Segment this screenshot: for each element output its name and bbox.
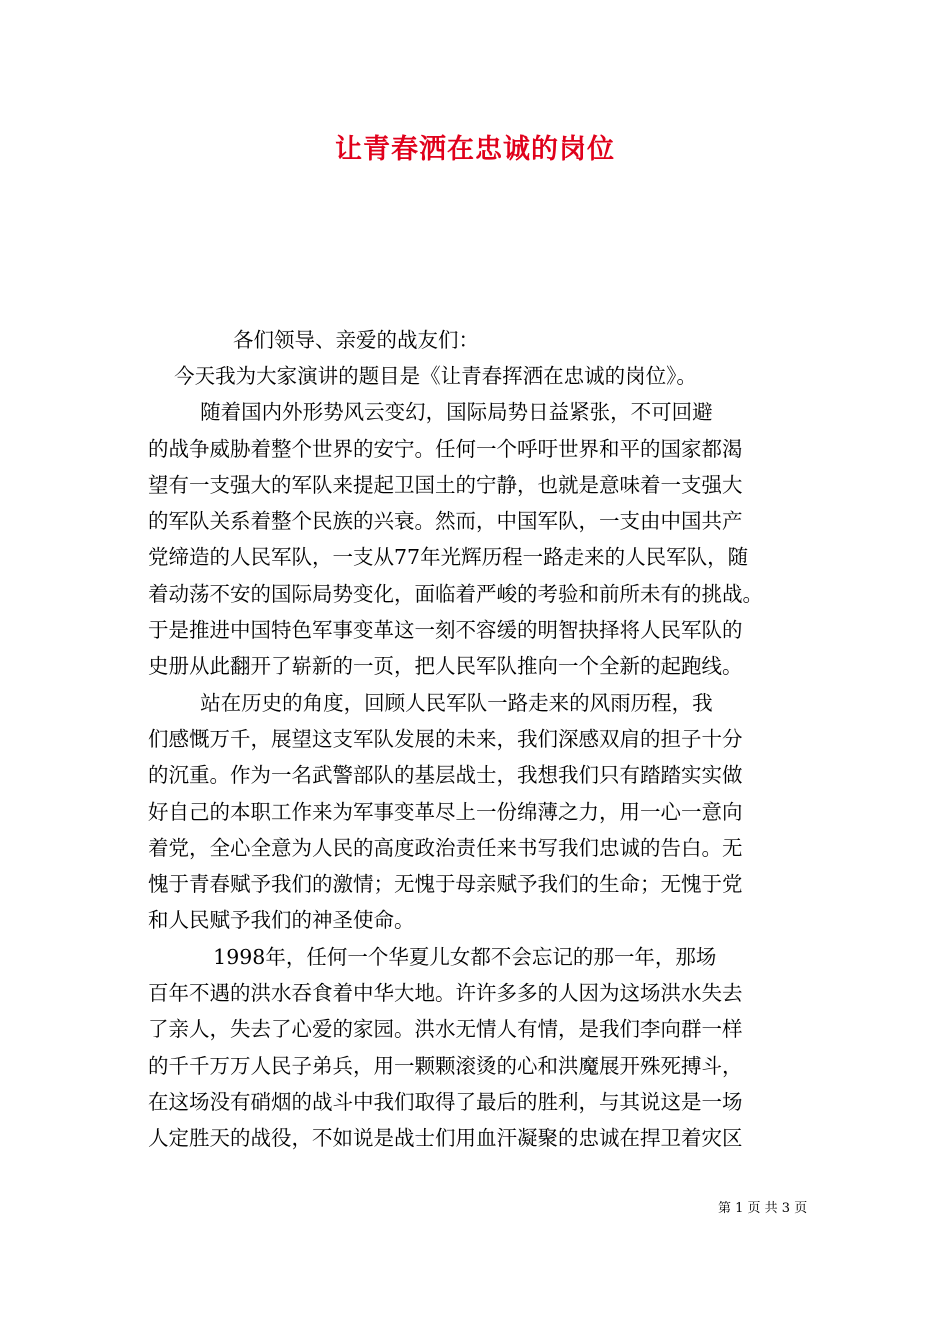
- body-line: 史册从此翻开了崭新的一页，把人民军队推向一个全新的起跑线。: [148, 654, 743, 679]
- body-line: 百年不遇的洪水吞食着中华大地。许许多多的人因为这场洪水失去: [148, 981, 743, 1006]
- document-title: 让青春洒在忠诚的岗位: [335, 134, 615, 165]
- body-line: 望有一支强大的军队来提起卫国土的宁静，也就是意味着一支强大: [148, 472, 743, 497]
- body-line: 于是推进中国特色军事变革这一刻不容缓的明智抉择将人民军队的: [148, 618, 743, 643]
- body-line: 随着国内外形势风云变幻，国际局势日益紧张，不可回避: [148, 400, 713, 425]
- body-line: 好自己的本职工作来为军事变革尽上一份绵薄之力，用一心一意向: [148, 799, 743, 824]
- body-line: 人定胜天的战役，不如说是战士们用血汗凝聚的忠诚在捍卫着灾区: [148, 1126, 743, 1151]
- body-line: 了亲人，失去了心爱的家园。洪水无情人有情，是我们李向群一样: [148, 1017, 743, 1042]
- body-line: 今天我为大家演讲的题目是《让青春挥洒在忠诚的岗位》。: [148, 364, 697, 388]
- body-line: 党缔造的人民军队，一支从77年光辉历程一路走来的人民军队，随: [148, 545, 749, 570]
- body-line: 在这场没有硝烟的战斗中我们取得了最后的胜利，与其说这是一场: [148, 1089, 743, 1114]
- body-line: 站在历史的角度，回顾人民军队一路走来的风雨历程，我: [148, 690, 713, 715]
- body-line: 愧于青春赋予我们的激情；无愧于母亲赋予我们的生命；无愧于党: [148, 872, 743, 897]
- greeting-line: 各们领导、亲爱的战友们：: [233, 328, 479, 352]
- body-paragraphs: [148, 358, 808, 1157]
- body-line: 着动荡不安的国际局势变化，面临着严峻的考验和前所未有的挑战。: [148, 581, 763, 606]
- page-footer: 第 1 页 共 3 页: [718, 1201, 808, 1216]
- body-line: 着党，全心全意为人民的高度政治责任来书写我们忠诚的告白。无: [148, 835, 743, 860]
- body-line: 们感慨万千，展望这支军队发展的未来，我们深感双肩的担子十分: [148, 726, 743, 751]
- body-line: 的军队关系着整个民族的兴衰。然而，中国军队，一支由中国共产: [148, 509, 743, 534]
- body-line: 的千千万万人民子弟兵，用一颗颗滚烫的心和洪魔展开殊死搏斗，: [148, 1053, 743, 1078]
- body-line: 的沉重。作为一名武警部队的基层战士，我想我们只有踏踏实实做: [148, 763, 743, 788]
- body-line: 的战争威胁着整个世界的安宁。任何一个呼吁世界和平的国家都渴: [148, 436, 743, 461]
- body-line: 和人民赋予我们的神圣使命。: [148, 908, 415, 933]
- body-line: 1998年，任何一个华夏儿女都不会忘记的那一年，那场: [148, 944, 717, 969]
